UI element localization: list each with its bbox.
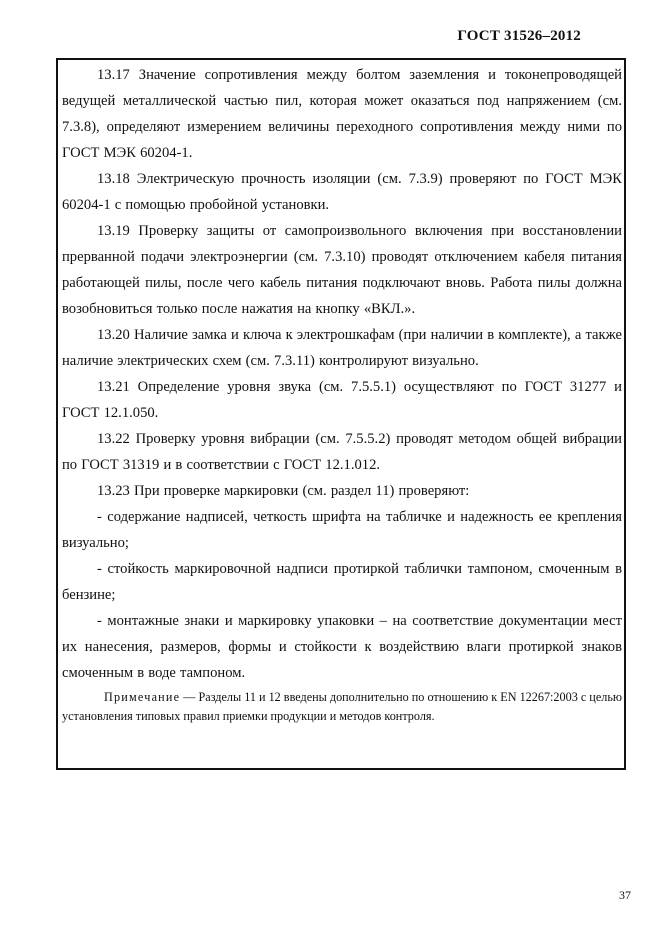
page-number: 37: [619, 888, 631, 902]
document-code: ГОСТ 31526–2012: [457, 28, 581, 44]
paragraph-13-17: 13.17 Значение сопротивления между болтом заземления и токонепроводящей ведущей металлической частью пил, которая может оказаться под напряжением (см. 7.3.8), определяют измерением величины переходного сопротивления между ними по ГОСТ МЭК 60204-1.: [62, 67, 622, 161]
note-text: — Разделы 11 и 12 введены дополнительно по отношению к EN 12267:2003 с целью установления типовых правил приемки продукции и методов контроля.: [62, 690, 622, 723]
paragraph-13-18: 13.18 Электрическую прочность изоляции (см. 7.3.9) проверяют по ГОСТ МЭК 60204-1 с помощью пробойной установки.: [62, 171, 622, 213]
list-item-inscription: - содержание надписей, четкость шрифта на табличке и надежность ее крепления визуально;: [62, 509, 622, 551]
document-body: [62, 62, 622, 726]
list-item-durability: - стойкость маркировочной надписи протиркой таблички тампоном, смоченным в бензине;: [62, 561, 622, 603]
list-item-packaging: - монтажные знаки и маркировку упаковки – на соответствие документации мест их нанесения, размеров, формы и стойкости к воздействию влаги протиркой знаков смоченным в воде тампоном.: [62, 613, 622, 681]
paragraph-13-21: 13.21 Определение уровня звука (см. 7.5.5.1) осуществляют по ГОСТ 31277 и ГОСТ 12.1.050.: [62, 379, 622, 421]
paragraph-13-23: 13.23 При проверке маркировки (см. раздел 11) проверяют:: [97, 483, 470, 499]
paragraph-13-20: 13.20 Наличие замка и ключа к электрошкафам (при наличии в комплекте), а также наличие электрических схем (см. 7.3.11) контролируют визуально.: [62, 327, 622, 369]
paragraph-13-22: 13.22 Проверку уровня вибрации (см. 7.5.5.2) проводят методом общей вибрации по ГОСТ 31319 и в соответствии с ГОСТ 12.1.012.: [62, 431, 622, 473]
paragraph-13-19: 13.19 Проверку защиты от самопроизвольного включения при восстановлении прерванной подачи электроэнергии (см. 7.3.10) проводят отключением кабеля питания работающей пилы, после чего кабель питания подключают вновь. Работа пилы должна возобновиться только после нажатия на кнопку «ВКЛ.».: [62, 223, 622, 317]
note-label: Примечание: [104, 690, 181, 704]
note: [62, 688, 622, 726]
